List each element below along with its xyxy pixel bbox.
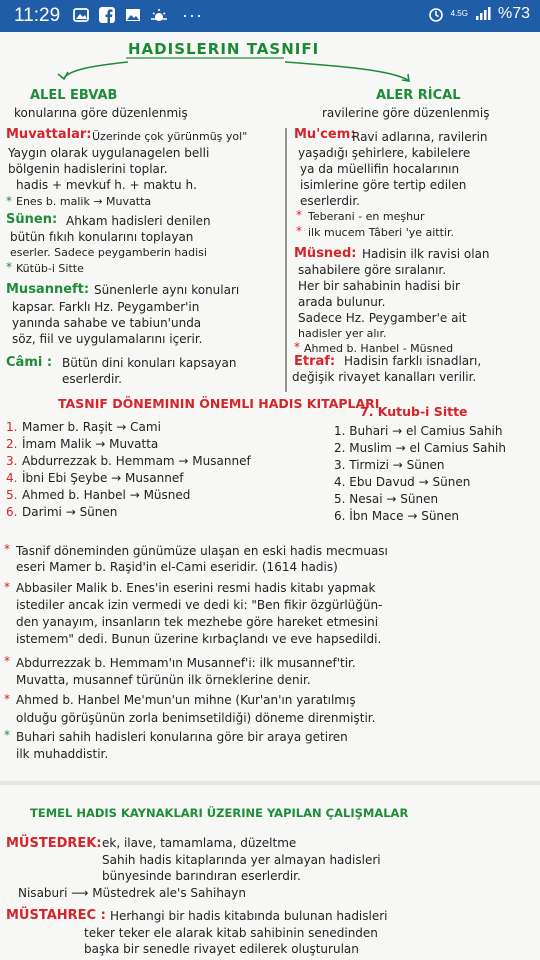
text-line: ek, ilave, tamamlama, düzeltme [102,836,297,850]
text-line: değişik rivayet kanalları verilir. [292,370,477,384]
sunen-term: Sünen: [6,212,58,227]
star-icon: * [6,194,12,208]
more-notifications-icon: ··· [182,5,203,25]
note-line: eseri Mamer b. Raşid'in el-Cami eseridir. (1614 hadis) [16,560,338,574]
book-number: 6. [6,505,18,519]
text-line: hadis + mevkuf h. + maktu h. [16,178,197,192]
page-separator [0,781,540,785]
text-line: Nisaburi ⟶ Müstedrek ale's Sahihayn [18,886,246,900]
muvatta-term: Muvattalar: [6,127,92,142]
book-item: Ahmed b. Hanbel → Müsned [22,488,191,502]
text-line: Sadece Hz. Peygamber'e ait [298,311,467,325]
book-number: 1. [6,420,18,434]
text-line: bölgenin hadislerini toplar. [8,162,168,176]
right-heading: ALER RİCAL [376,88,461,103]
note-line: Tasnif döneminden günümüze ulaşan en eski hadis mecmuası [16,544,388,558]
sources-heading: TEMEL HADIS KAYNAKLARI ÜZERINE YAPILAN ÇALIŞMALAR [30,806,409,820]
text-line: Üzerinde çok yürünmüş yol" [92,130,248,143]
text-line: Herhangi bir hadis kitabında bulunan hadisleri [110,909,388,923]
text-line: Sünenlerle aynı konuları [94,283,240,297]
text-line: Hadisin ilk ravisi olan [362,247,490,261]
book-number: 4. [6,471,18,485]
book-number: 5. [6,488,18,502]
kutub-sitte-item: 4. Ebu Davud → Sünen [334,475,471,489]
text-line: söz, fiil ve uygulamalarını içerir. [12,332,203,346]
star-icon: * [4,542,10,556]
star-icon: * [294,340,300,354]
text-line: Yaygın olarak uygulanagelen belli [8,146,210,160]
star-icon: * [4,728,10,742]
text-line: hadisler yer alır. [298,327,387,340]
text-line: ya da müellifin hocalarının [300,162,460,176]
kutub-sitte-item: 5. Nesai → Sünen [334,492,439,506]
star-icon: * [6,260,12,274]
left-heading: ALEL EBVAB [30,88,118,103]
text-line: Ravi adlarına, ravilerin [352,130,488,144]
page-title: HADISLERIN TASNIFI [128,40,320,58]
text-line: Teberani - en meşhur [308,210,425,223]
text-line: eserlerdir. [62,372,122,386]
kutub-sitte-item: 3. Tirmizi → Sünen [334,458,445,472]
star-icon: * [296,208,302,222]
note-line: den yanayım, insanların tek mezhebe göre hareket etmesini [16,615,379,629]
text-line: ilk mucem Tâberi 'ye aittir. [308,226,454,239]
status-time: 11:29 [14,5,61,26]
star-icon: * [296,224,302,238]
text-line: Sahih hadis kitaplarında yer almayan hadisleri [102,853,381,867]
note-line: Buhari sahih hadisleri konularına göre bir araya getiren [16,730,348,744]
text-line: başka bir senedle rivayet edilerek oluşturulan [84,942,359,956]
text-line: Hadisin farklı isnadları, [344,354,482,368]
etraf-term: Etraf: [294,354,336,369]
text-line: Bütün dini konuları kapsayan [62,356,237,370]
text-line: isimlerine göre tertip edilen [300,178,467,192]
network-type: 4.5G [450,9,468,18]
book-number: 3. [6,454,18,468]
text-line: Kütüb-i Sitte [16,262,84,275]
cami-term: Câmi : [6,355,53,370]
battery-percent: %73 [497,5,530,22]
kutub-sitte-heading: 7. Kutub-i Sitte [360,404,468,419]
text-line: Ahkam hadisleri denilen [66,214,211,228]
text-line: kapsar. Farklı Hz. Peygamber'in [12,300,200,314]
book-item: İbni Ebi Şeybe → Musannef [22,471,184,485]
book-item: Abdurrezzak b. Hemmam → Musannef [22,454,251,468]
musannef-term: Musanneft: [6,282,90,297]
book-item: Darimi → Sünen [22,505,118,519]
text-line: Enes b. malik → Muvatta [16,195,152,208]
text-line: bünyesinde barındıran eserlerdir. [102,869,301,883]
text-line: Ahmed b. Hanbel - Müsned [304,342,454,355]
book-item: İmam Malik → Muvatta [22,437,159,451]
books-heading: TASNIF DÖNEMININ ÖNEMLI HADIS KITAPLARI [58,396,380,411]
text-line: eserlerdir. [300,194,360,208]
text-line: arada bulunur. [298,295,386,309]
right-subheading: ravilerine göre düzenlenmiş [322,106,490,120]
note-line: istemem" dedi. Bunun üzerine kırbaçlandı ve eve hapsedildi. [16,632,382,646]
text-line: yaşadığı şehirlere, kabilelere [298,146,471,160]
note-line: Abbasiler Malik b. Enes'in eserini resmi hadis kitabı yapmak [16,581,376,595]
text-line: yanında sahabe ve tabiun'unda [12,316,202,330]
note-line: ilk muhaddistir. [16,747,109,761]
mucem-term: Mu'cem: [294,127,356,142]
text-line: eserler. Sadece peygamberin hadisi [10,246,207,259]
text-line: sahabilere göre sıralanır. [298,263,447,277]
book-item: Mamer b. Raşit → Cami [22,420,161,434]
text-line: teker teker ele alarak kitab sahibinin senedinden [84,926,378,940]
star-icon: * [4,580,10,594]
star-icon: * [4,654,10,668]
note-line: olduğu görüşünün zorla benimsetildiği) döneme direnmiştir. [16,711,376,725]
note-line: Abdurrezzak b. Hemmam'ın Musannef'i: ilk musannef'tir. [16,656,356,670]
mustahrec-term: MÜSTAHREC : [6,908,106,923]
mustedrek-term: MÜSTEDREK: [6,836,102,851]
note-line: Ahmed b. Hanbel Me'mun'un mihne (Kur'an'ın yaratılmış [16,693,356,707]
text-line: Her bir sahabinin hadisi bir [298,279,460,293]
kutub-sitte-item: 6. İbn Mace → Sünen [334,509,460,523]
musned-term: Müsned: [294,246,357,261]
text-line: bütün fıkıh konularını toplayan [10,230,194,244]
star-icon: * [4,692,10,706]
kutub-sitte-item: 1. Buhari → el Camius Sahih [334,424,503,438]
kutub-sitte-item: 2. Muslim → el Camius Sahih [334,441,506,455]
book-number: 2. [6,437,18,451]
left-subheading: konularına göre düzenlenmiş [14,106,188,120]
note-line: istediler ancak izin vermedi ve dedi ki: "Ben fikir özgürlüğün- [16,598,383,612]
note-line: Muvatta, musannef türünün ilk örneklerine denir. [16,673,311,687]
